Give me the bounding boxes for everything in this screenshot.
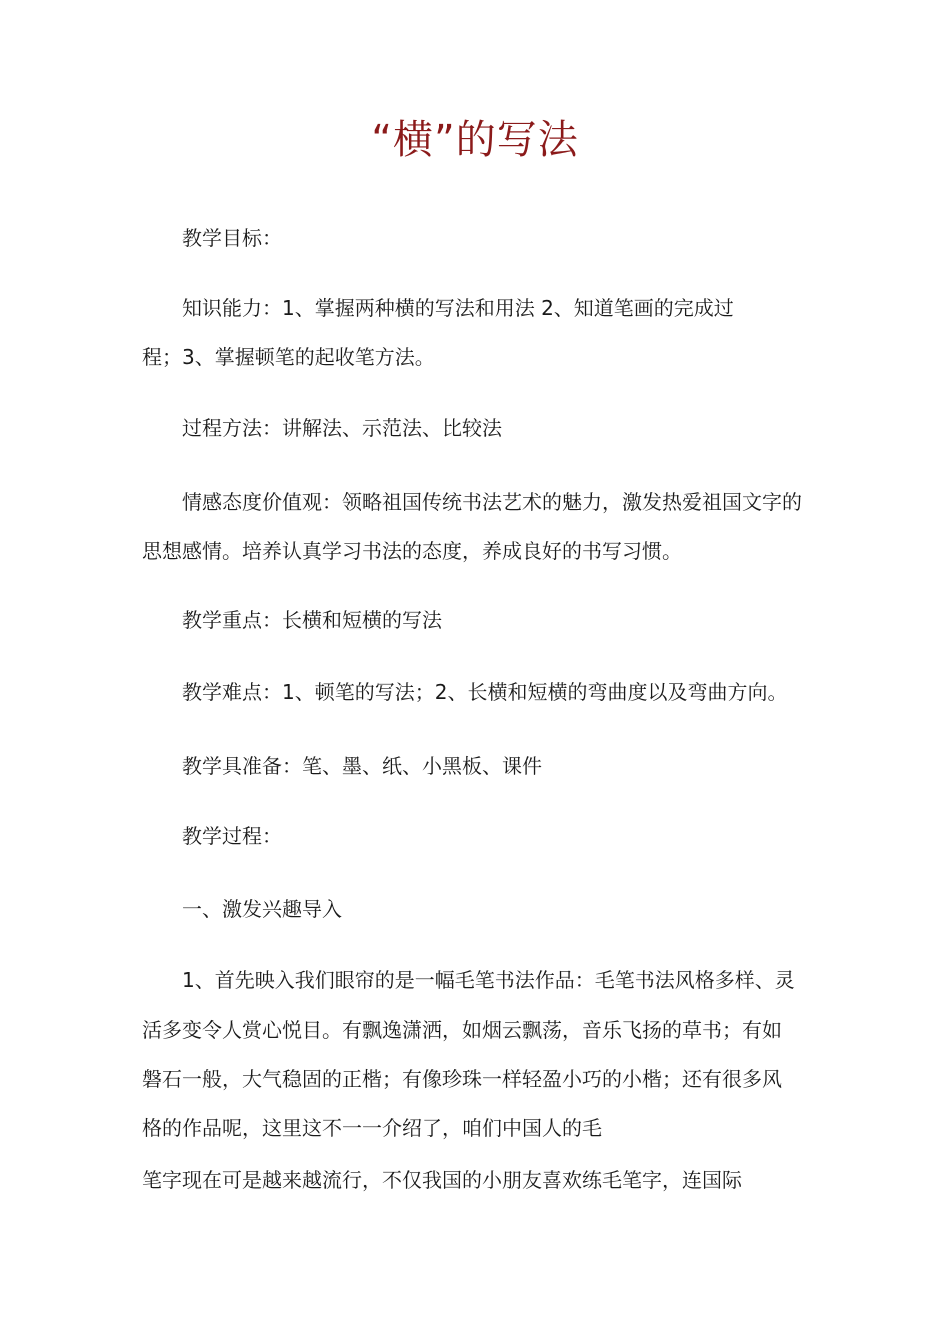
paragraph-intro-line-5: 笔字现在可是越来越流行，不仅我国的小朋友喜欢练毛笔字，连国际 [142,1168,742,1192]
paragraph-difficulties: 教学难点：1、顿笔的写法；2、长横和短横的弯曲度以及弯曲方向。 [182,680,788,704]
paragraph-values-line-1: 情感态度价值观：领略祖国传统书法艺术的魅力，激发热爱祖国文字的 [182,490,802,514]
paragraph-key-points: 教学重点：长横和短横的写法 [182,608,442,632]
section-heading-intro: 一、激发兴趣导入 [182,897,342,921]
paragraph-values-line-2: 思想感情。培养认真学习书法的态度，养成良好的书写习惯。 [142,539,682,563]
paragraph-process-heading: 教学过程： [182,824,282,848]
paragraph-intro-line-3: 磐石一般，大气稳固的正楷；有像珍珠一样轻盈小巧的小楷；还有很多风 [142,1067,782,1091]
paragraph-knowledge-line-1: 知识能力：1、掌握两种横的写法和用法 2、知道笔画的完成过 [182,296,734,320]
paragraph-teaching-goals-heading: 教学目标： [182,226,282,250]
paragraph-process-methods: 过程方法：讲解法、示范法、比较法 [182,416,502,440]
paragraph-knowledge-line-2: 程；3、掌握顿笔的起收笔方法。 [142,345,435,369]
paragraph-intro-line-2: 活多变令人赏心悦目。有飘逸潇洒，如烟云飘荡，音乐飞扬的草书；有如 [142,1018,782,1042]
paragraph-intro-line-4: 格的作品呢，这里这不一一介绍了，咱们中国人的毛 [142,1116,602,1140]
paragraph-intro-line-1: 1、首先映入我们眼帘的是一幅毛笔书法作品：毛笔书法风格多样、灵 [182,968,795,992]
document-title: “横”的写法 [371,117,579,163]
paragraph-materials: 教学具准备：笔、墨、纸、小黑板、课件 [182,754,542,778]
